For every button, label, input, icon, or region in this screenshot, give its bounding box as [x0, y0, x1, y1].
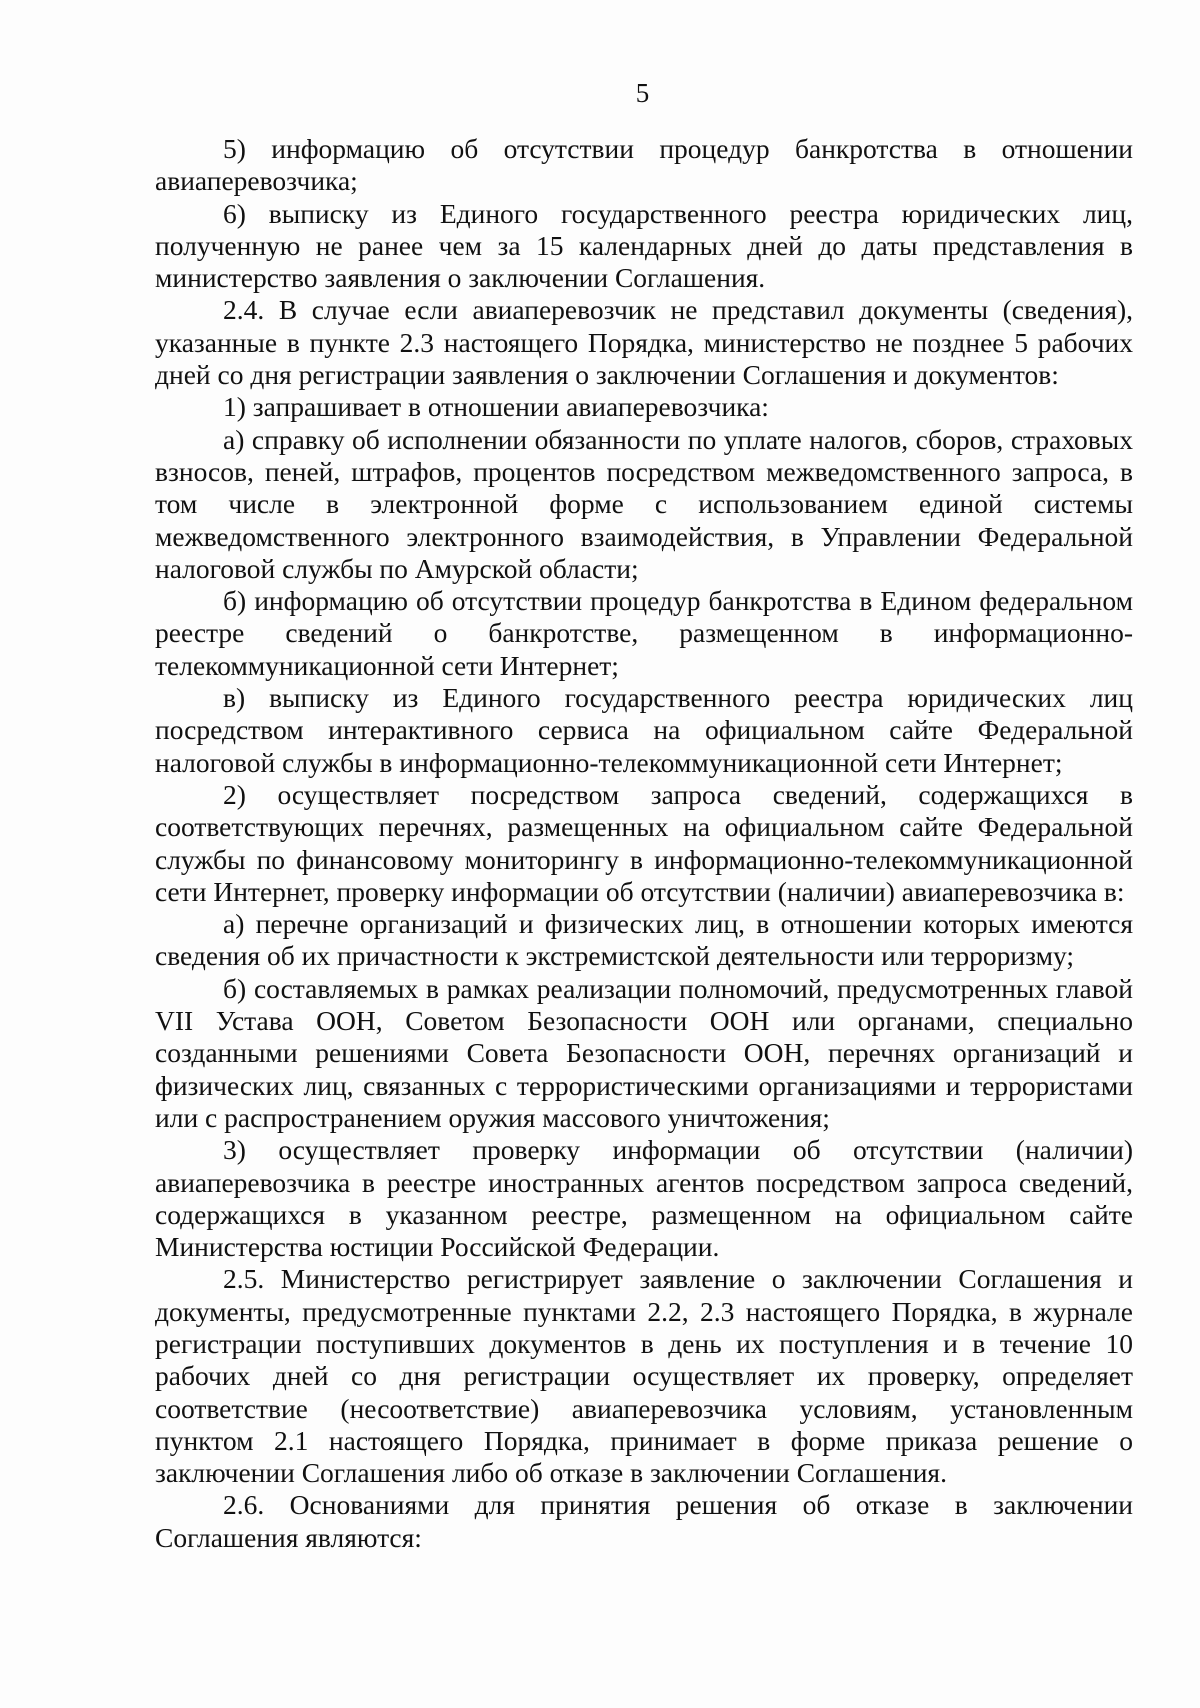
paragraph-2-6: 2.6. Основаниями для принятия решения об отказе в заключении Соглашения являются: [155, 1489, 1133, 1553]
paragraph-2-4-item-3: 3) осуществляет проверку информации об отсутствии (наличии) авиаперевозчика в реестре иностранных агентов посредством запроса сведений, содержащихся в указанном реестре, размещенном на официальном сайте Министерства юстиции Российской Федерации. [155, 1134, 1133, 1263]
paragraph-item-6: 6) выписку из Единого государственного реестра юридических лиц, полученную не ранее чем за 15 календарных дней до даты представления в министерство заявления о заключении Соглашения. [155, 197, 1133, 294]
paragraph-2-4: 2.4. В случае если авиаперевозчик не представил документы (сведения), указанные в пункте 2.3 настоящего Порядка, министерство не позднее 5 рабочих дней со дня регистрации заявления о заключении Соглашения и документов: [155, 294, 1133, 391]
paragraph-2-4-item-1v: в) выписку из Единого государственного реестра юридических лиц посредством интерактивного сервиса на официальном сайте Федеральной налоговой службы в информационно-телекоммуникационной сети Интернет; [155, 682, 1133, 778]
paragraph-2-4-item-2a: а) перечне организаций и физических лиц, в отношении которых имеются сведения об их причастности к экстремистской деятельности или терроризму; [155, 908, 1133, 972]
paragraph-2-5: 2.5. Министерство регистрирует заявление о заключении Соглашения и документы, предусмотренные пунктами 2.2, 2.3 настоящего Порядка, в журнале регистрации поступивших документов в день их поступления и в течение 10 рабочих дней со дня регистрации осуществляет их проверку, определяет соответствие (несоответствие) авиаперевозчика условиям, установленным пунктом 2.1 настоящего Порядка, принимает в форме приказа решение о заключении Соглашения либо об отказе в заключении Соглашения. [155, 1263, 1133, 1489]
paragraph-2-4-item-1b: б) информацию об отсутствии процедур банкротства в Едином федеральном реестре сведений о банкротстве, размещенном в информационно-телекоммуникационной сети Интернет; [155, 585, 1133, 681]
paragraph-item-5: 5) информацию об отсутствии процедур банкротства в отношении авиаперевозчика; [155, 133, 1133, 197]
page-number: 5 [635, 78, 650, 108]
paragraph-2-4-item-2: 2) осуществляет посредством запроса сведений, содержащихся в соответствующих перечнях, размещенных на официальном сайте Федеральной службы по финансовому мониторингу в информационно-телекоммуникационной сети Интернет, проверку информации об отсутствии (наличии) авиаперевозчика в: [155, 778, 1133, 907]
paragraph-2-4-item-1a: а) справку об исполнении обязанности по уплате налогов, сборов, страховых взносов, пеней, штрафов, процентов посредством межведомственного запроса, в том числе в электронной форме с использованием единой системы межведомственного электронного взаимодействия, в Управлении Федеральной налоговой службы по Амурской области; [155, 423, 1133, 584]
paragraph-2-4-item-1: 1) запрашивает в отношении авиаперевозчика: [223, 391, 769, 423]
document-body [155, 133, 1133, 1554]
paragraph-2-4-item-2b: б) составляемых в рамках реализации полномочий, предусмотренных главой VII Устава ООН, Советом Безопасности ООН или органами, специально созданными решениями Совета Безопасности ООН, перечнях организаций и физических лиц, связанных с террористическими организациями и террористами или с распространением оружия массового уничтожения; [155, 972, 1133, 1133]
